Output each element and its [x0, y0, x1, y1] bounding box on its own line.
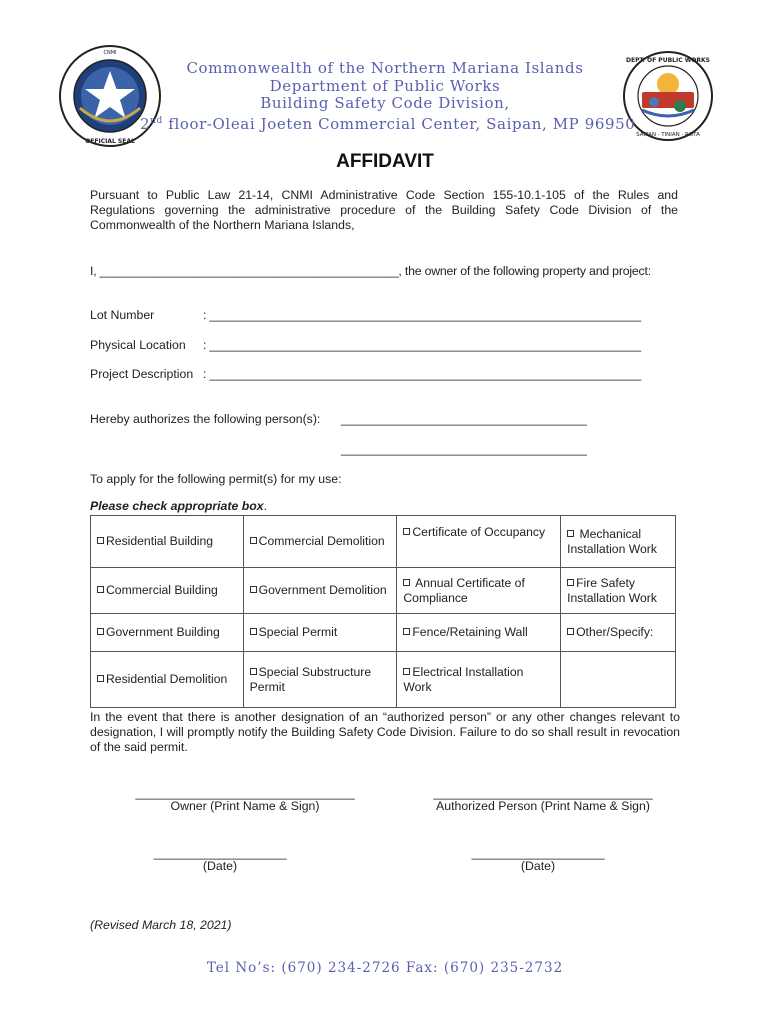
- permit-label: Government Demolition: [258, 583, 387, 597]
- permit-option-residential-demolition[interactable]: [91, 652, 244, 708]
- owner-signature-label: Owner (Print Name & Sign): [170, 799, 320, 813]
- authorized-signature-line[interactable]: _________________________________: [433, 786, 653, 800]
- permit-option-special-substructure[interactable]: [243, 652, 397, 708]
- physical-location-colon: :: [203, 338, 207, 352]
- permit-label: Commercial Demolition: [258, 534, 385, 548]
- permit-option-annual-certificate[interactable]: [397, 568, 561, 614]
- lot-number-label: Lot Number: [90, 308, 155, 322]
- svg-text:OFFICIAL SEAL: OFFICIAL SEAL: [85, 138, 135, 145]
- checkbox[interactable]: [403, 668, 410, 675]
- checkbox[interactable]: [403, 628, 410, 635]
- permit-empty-cell: [561, 652, 676, 708]
- project-description-colon: :: [203, 367, 207, 381]
- physical-location-blank[interactable]: _________________________________________________________________: [209, 338, 641, 352]
- address-rest: floor-Oleai Joeten Commercial Center, Saipan, MP 96950: [162, 114, 636, 133]
- permit-label: Commercial Building: [106, 583, 218, 597]
- checkbox[interactable]: [97, 675, 104, 682]
- document-title: AFFIDAVIT: [336, 151, 434, 172]
- permit-label: Other/Specify:: [576, 625, 654, 639]
- checkbox[interactable]: [250, 586, 257, 593]
- address-floor-ordinal: nd: [150, 115, 163, 126]
- svg-text:SAIPAN · TINIAN · ROTA: SAIPAN · TINIAN · ROTA: [636, 132, 700, 138]
- permit-label: Fence/Retaining Wall: [412, 625, 528, 639]
- checkbox[interactable]: [403, 579, 410, 586]
- lot-number-colon: :: [203, 308, 207, 322]
- authorize-label: Hereby authorizes the following person(s):: [90, 412, 321, 426]
- authorized-date-line[interactable]: ____________________: [471, 846, 605, 860]
- checkbox[interactable]: [250, 537, 257, 544]
- permit-label: Residential Demolition: [106, 672, 228, 686]
- checkbox[interactable]: [250, 668, 257, 675]
- lot-number-blank[interactable]: _________________________________________________________________: [209, 308, 641, 322]
- permit-option-government-building[interactable]: [91, 614, 244, 652]
- permit-label: Government Building: [106, 625, 220, 639]
- permit-option-mechanical-installation[interactable]: [561, 516, 676, 568]
- check-instruction-text: Please check appropriate box: [90, 499, 264, 513]
- physical-location-field[interactable]: [203, 338, 641, 353]
- apply-text: To apply for the following permit(s) for my use:: [90, 472, 342, 486]
- owner-signature-line[interactable]: _________________________________: [135, 786, 355, 800]
- checkbox[interactable]: [97, 537, 104, 544]
- owner-date-line[interactable]: ____________________: [153, 846, 287, 860]
- authorized-person-blank-2[interactable]: _____________________________________: [341, 442, 587, 456]
- footer-contact: Tel No’s: (670) 234-2726 Fax: (670) 235-2732: [206, 960, 564, 976]
- checkbox[interactable]: [567, 628, 574, 635]
- checkbox[interactable]: [567, 530, 574, 537]
- revision-note: (Revised March 18, 2021): [90, 918, 232, 932]
- permit-label: Special Permit: [258, 625, 338, 639]
- owner-name-blank[interactable]: _____________________________________________: [99, 264, 399, 278]
- owner-prefix: I,: [90, 264, 100, 278]
- table-row: [91, 614, 676, 652]
- physical-location-label: Physical Location: [90, 338, 186, 352]
- permit-option-residential-building[interactable]: [91, 516, 244, 568]
- letterhead-commonwealth: Commonwealth of the Northern Mariana Islands: [186, 59, 584, 77]
- permit-option-electrical-installation[interactable]: [397, 652, 561, 708]
- address-floor-number: 2: [140, 114, 151, 133]
- project-description-label: Project Description: [90, 367, 194, 381]
- owner-suffix: , the owner of the following property and project:: [398, 264, 651, 278]
- letterhead-address: [140, 113, 636, 134]
- checkbox[interactable]: [97, 628, 104, 635]
- permit-label: Annual Certificate of Compliance: [403, 575, 525, 605]
- permit-option-government-demolition[interactable]: [243, 568, 397, 614]
- dpw-department-seal: [622, 50, 714, 142]
- checkbox[interactable]: [250, 628, 257, 635]
- check-instruction: [90, 499, 267, 514]
- notice-paragraph: In the event that there is another designation of an “authorized person” or any other changes relevant to designation, I will promptly notify the Building Safety Code Division. Failure to do so shall result in revocation of the said permit.: [90, 710, 680, 754]
- permit-option-fence-retaining-wall[interactable]: [397, 614, 561, 652]
- letterhead-department: Department of Public Works: [269, 76, 501, 95]
- checkbox[interactable]: [403, 528, 410, 535]
- permit-label: Electrical Installation Work: [403, 664, 524, 694]
- checkbox[interactable]: [567, 579, 574, 586]
- letterhead: [140, 59, 636, 133]
- svg-text:CNMI: CNMI: [103, 50, 117, 56]
- letterhead-division: Building Safety Code Division,: [260, 94, 510, 112]
- owner-date-label: (Date): [202, 859, 238, 873]
- authorized-signature-label: Authorized Person (Print Name & Sign): [436, 799, 650, 813]
- table-row: [91, 516, 676, 568]
- check-instruction-period: .: [263, 499, 268, 513]
- owner-line: [90, 264, 651, 279]
- table-row: [91, 568, 676, 614]
- checkbox[interactable]: [97, 586, 104, 593]
- permit-label: Fire Safety Installation Work: [567, 575, 657, 605]
- permit-label: Certificate of Occupancy: [412, 525, 546, 539]
- intro-paragraph: Pursuant to Public Law 21-14, CNMI Administrative Code Section 155-10.1-105 of the Rules and Regulations governing the administrative procedure of the Building Safety Code Division of the Commonwealth of the Northern Mariana Islands,: [90, 188, 678, 232]
- permit-label: Special Substructure Permit: [249, 664, 372, 694]
- permit-option-commercial-building[interactable]: [91, 568, 244, 614]
- authorized-date-label: (Date): [520, 859, 556, 873]
- lot-number-field[interactable]: [203, 308, 641, 323]
- project-description-field[interactable]: [203, 367, 641, 382]
- permit-option-fire-safety[interactable]: [561, 568, 676, 614]
- permit-option-certificate-of-occupancy[interactable]: [397, 516, 561, 568]
- permit-option-other-specify[interactable]: [561, 614, 676, 652]
- permit-option-special-permit[interactable]: [243, 614, 397, 652]
- permit-option-commercial-demolition[interactable]: [243, 516, 397, 568]
- permit-label: Mechanical Installation Work: [567, 526, 657, 556]
- authorized-person-blank-1[interactable]: _____________________________________: [341, 412, 587, 426]
- project-description-blank[interactable]: _________________________________________________________________: [209, 367, 641, 381]
- table-row: [91, 652, 676, 708]
- permit-label: Residential Building: [106, 534, 214, 548]
- svg-text:DEPT. OF PUBLIC WORKS: DEPT. OF PUBLIC WORKS: [625, 57, 711, 64]
- permit-checkbox-table: [90, 515, 676, 708]
